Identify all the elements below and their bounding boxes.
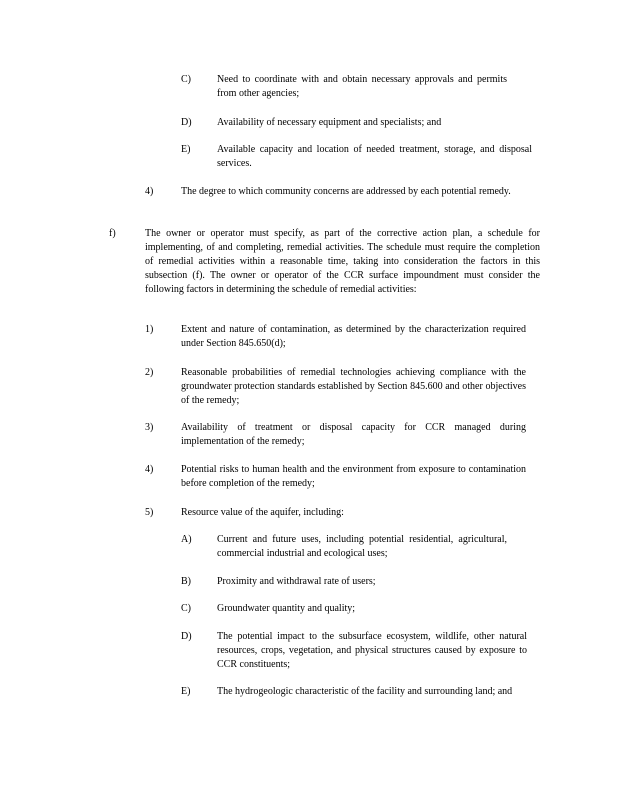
item-label: 4) (145, 186, 154, 197)
item-text: Proximity and withdrawal rate of users; (217, 576, 376, 587)
item-text: The owner or operator must specify, as part of the corrective action plan, a schedule for implementing, of and completing, remedial activities. The schedule must require the completion of remedial activities within a reasonable time, taking into consideration the factors in this subsection (f). The owner or operator of the CCR surface impoundment must consider the following factors in determining the schedule of remedial activities: (145, 228, 540, 295)
item-text: The degree to which community concerns are addressed by each potential remedy. (181, 186, 511, 197)
item-text: Resource value of the aquifer, including: (181, 507, 344, 518)
item-label: 2) (145, 367, 154, 378)
item-text: Availability of necessary equipment and specialists; and (217, 117, 442, 128)
item-text: Potential risks to human health and the environment from exposure to contamination before completion of the remedy; (181, 464, 526, 489)
item-label: E) (181, 144, 191, 155)
item-text: Groundwater quantity and quality; (217, 603, 356, 614)
item-text: Current and future uses, including potential residential, agricultural, commercial industrial and ecological uses; (217, 534, 507, 559)
item-text: Need to coordinate with and obtain necessary approvals and permits from other agencies; (217, 74, 507, 99)
item-text: The hydrogeologic characteristic of the facility and surrounding land; and (217, 686, 513, 697)
item-label: f) (109, 228, 116, 239)
item-label: C) (181, 74, 191, 85)
item-label: D) (181, 631, 192, 642)
item-label: 3) (145, 422, 154, 433)
item-label: A) (181, 534, 192, 545)
item-label: 1) (145, 324, 154, 335)
item-label: C) (181, 603, 191, 614)
item-text: The potential impact to the subsurface ecosystem, wildlife, other natural resources, crops, vegetation, and physical structures caused by exposure to CCR constituents; (217, 631, 527, 670)
item-label: E) (181, 686, 191, 697)
item-text: Extent and nature of contamination, as determined by the characterization required under Section 845.650(d); (181, 324, 526, 349)
item-text: Reasonable probabilities of remedial technologies achieving compliance with the groundwater protection standards established by Section 845.600 and other objectives of the remedy; (181, 367, 526, 406)
item-text: Availability of treatment or disposal capacity for CCR managed during implementation of the remedy; (181, 422, 526, 447)
item-label: 5) (145, 507, 154, 518)
item-label: 4) (145, 464, 154, 475)
item-label: B) (181, 576, 191, 587)
item-label: D) (181, 117, 192, 128)
item-text: Available capacity and location of needed treatment, storage, and disposal services. (217, 144, 532, 169)
